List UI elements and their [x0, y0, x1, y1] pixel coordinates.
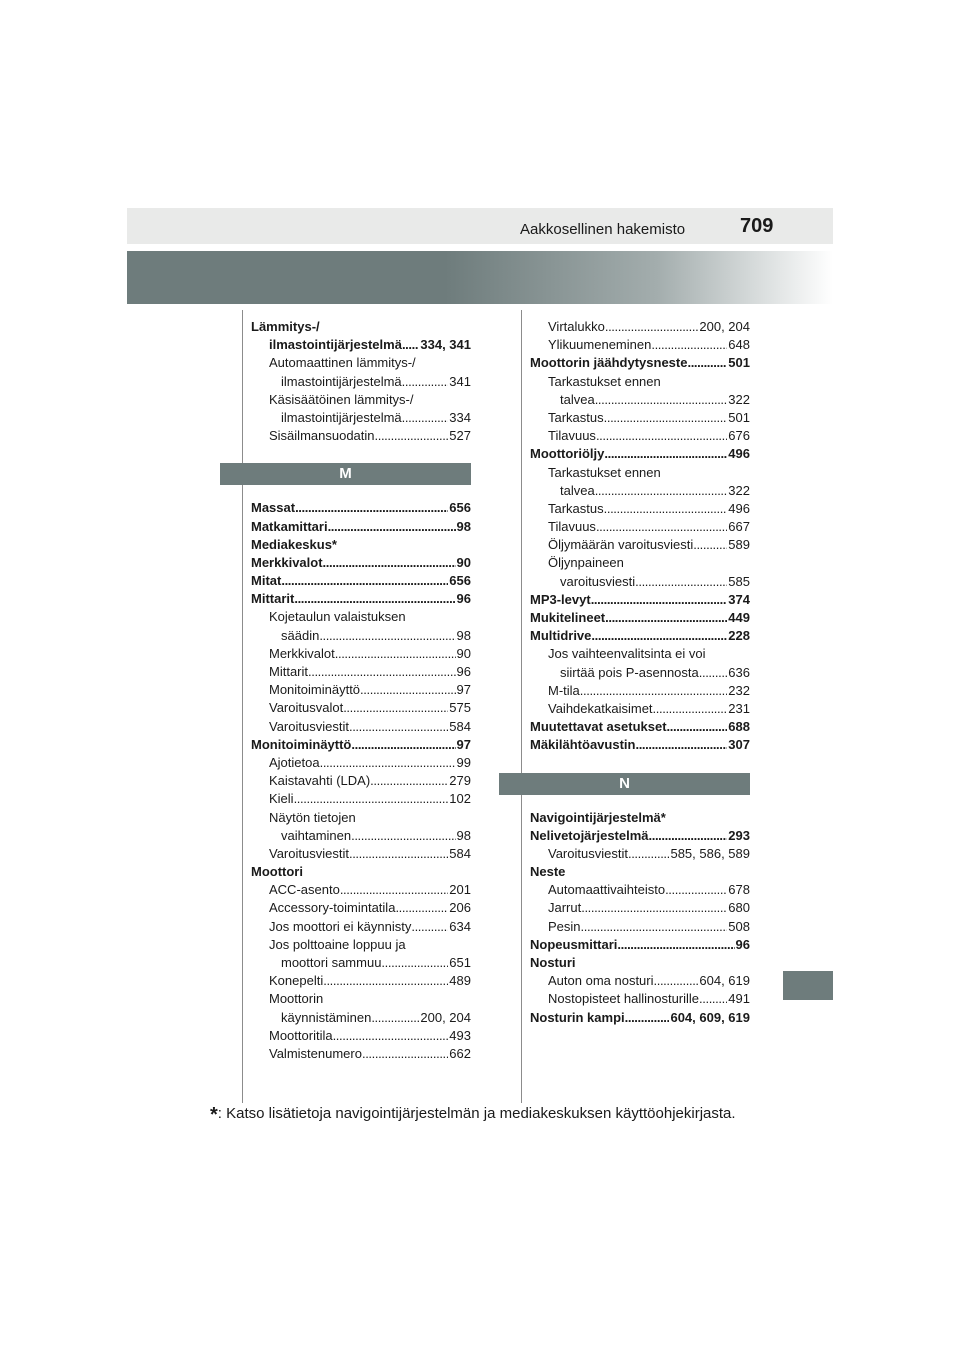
index-entry-page: 604, 609, 619: [670, 1009, 750, 1025]
index-entry-page: 667: [728, 519, 750, 535]
index-entry-page: 636: [728, 664, 750, 680]
index-entry: [530, 682, 750, 700]
index-entry: [530, 464, 750, 482]
leader-dots: [651, 336, 727, 354]
index-entry: [251, 754, 471, 772]
leader-dots: [402, 373, 449, 391]
index-entry: [251, 954, 471, 972]
footnote: [210, 1104, 736, 1127]
index-entry: [530, 627, 750, 645]
index-entry-page: 341: [449, 373, 471, 389]
index-entry-term: Monitoiminäyttö: [251, 736, 352, 752]
leader-dots: [699, 664, 728, 682]
index-entry: [251, 827, 471, 845]
index-entry: [251, 845, 471, 863]
index-entry: [251, 572, 471, 590]
leader-dots: [625, 1009, 670, 1027]
leader-dots: [360, 681, 455, 699]
leader-dots: [653, 700, 728, 718]
index-entry: [251, 681, 471, 699]
index-entry-page: 648: [728, 337, 750, 353]
footnote-marker: *: [210, 1104, 218, 1126]
index-entry: [251, 936, 471, 954]
index-entry-term: Accessory-toimintatila: [269, 900, 396, 916]
leader-dots: [381, 954, 448, 972]
index-entry: [530, 809, 750, 827]
leader-dots: [591, 627, 727, 645]
leader-dots: [281, 572, 448, 590]
index-entry: [251, 863, 471, 881]
index-entry-term: Sisäilmansuodatin: [269, 428, 375, 444]
index-entry: [530, 918, 750, 936]
index-entry-term: Jos vaihteenvalitsinta ei voi: [548, 646, 706, 662]
index-entry: [530, 1009, 750, 1027]
index-entry-page: 96: [735, 936, 750, 952]
index-entry-term: moottori sammuu: [281, 955, 382, 970]
leader-dots: [667, 718, 728, 736]
index-entry: [530, 972, 750, 990]
index-entry: [530, 318, 750, 336]
index-entry: [251, 627, 471, 645]
index-entry: [530, 700, 750, 718]
index-entry-page: 206: [449, 900, 471, 916]
index-entry-page: 508: [728, 918, 750, 934]
index-column-left: [251, 318, 471, 1063]
index-entry-page: 201: [449, 882, 471, 898]
leader-dots: [319, 627, 455, 645]
index-entry: [530, 500, 750, 518]
index-entry-term: käynnistäminen: [281, 1009, 372, 1025]
index-entry: [251, 881, 471, 899]
index-entry-term: Käsisäätöinen lämmitys-/: [269, 391, 414, 407]
column-rule-right: [521, 310, 522, 1103]
index-entry-term: Mittarit: [251, 591, 295, 607]
index-entry-page: 98: [456, 627, 471, 643]
index-entry: [251, 1045, 471, 1063]
leader-dots: [323, 554, 456, 572]
page-number: 709: [740, 215, 774, 237]
index-entry-page: 680: [728, 900, 750, 916]
index-entry-page: 575: [449, 700, 471, 716]
leader-dots: [699, 990, 727, 1008]
leader-dots: [687, 354, 727, 372]
index-entry-term: Vaihdekatkaisimet: [548, 700, 653, 716]
index-entry-term: Mediakeskus*: [251, 536, 337, 552]
index-entry: [530, 336, 750, 354]
index-entry-page: 200, 204: [420, 1009, 471, 1025]
index-entry-page: 585, 586, 589: [670, 845, 750, 861]
leader-dots: [340, 881, 448, 899]
leader-dots: [596, 427, 727, 445]
index-entry: [530, 899, 750, 917]
header-title: Aakkosellinen hakemisto: [520, 221, 686, 238]
index-entry-term: Ajotietoa: [269, 754, 320, 770]
leader-dots: [596, 518, 727, 536]
index-entry-term: M-tila: [548, 682, 580, 698]
index-entry-page: 334: [449, 409, 471, 425]
leader-dots: [635, 736, 727, 754]
index-entry-term: säädin: [281, 627, 320, 643]
leader-dots: [294, 590, 455, 608]
section-header-m: M: [220, 463, 471, 485]
index-entry: [251, 809, 471, 827]
index-entry-term: Konepelti: [269, 973, 324, 989]
leader-dots: [323, 972, 448, 990]
index-entry-page: 374: [728, 591, 750, 607]
leader-dots: [351, 736, 455, 754]
index-entry: [251, 718, 471, 736]
index-entry-page: 501: [728, 355, 750, 371]
leader-dots: [343, 699, 448, 717]
index-entry-term: Jos polttoaine loppuu ja: [269, 936, 406, 952]
leader-dots: [308, 663, 456, 681]
index-entry: [530, 445, 750, 463]
index-entry-term: Moottori: [251, 864, 303, 880]
index-entry-term: Nosturi: [530, 955, 576, 970]
leader-dots: [595, 391, 728, 409]
index-entry-term: Öljymäärän varoitusviesti: [548, 537, 694, 553]
index-entry-page: 97: [456, 682, 471, 698]
index-entry-page: 656: [449, 500, 471, 516]
index-entry: [251, 899, 471, 917]
index-entry: [530, 645, 750, 663]
leader-dots: [595, 482, 728, 500]
leader-dots: [654, 972, 699, 990]
index-entry-page: 98: [456, 518, 471, 534]
leader-dots: [320, 754, 456, 772]
leader-dots: [581, 899, 727, 917]
index-entry-term: Monitoiminäyttö: [269, 682, 361, 698]
index-entry: [251, 536, 471, 554]
index-entry-term: MP3-levyt: [530, 591, 591, 607]
index-entry: [251, 699, 471, 717]
leader-dots: [335, 645, 456, 663]
index-entry-page: 527: [449, 428, 471, 444]
index-entry: [530, 736, 750, 754]
chapter-thumb-tab: [783, 971, 833, 1000]
index-entry-term: Mittarit: [269, 664, 308, 679]
leader-dots: [402, 409, 449, 427]
index-entry: [251, 518, 471, 536]
index-entry-page: 656: [449, 573, 471, 589]
index-entry-term: ilmastointijärjestelmä: [281, 373, 402, 389]
index-entry-term: ACC-asento: [269, 882, 340, 898]
index-entry-term: Merkkivalot: [269, 645, 335, 661]
index-entry-page: 501: [728, 409, 750, 425]
index-entry-page: 662: [449, 1045, 471, 1061]
index-entry-term: Tilavuus: [548, 428, 596, 444]
index-entry-page: 584: [449, 718, 471, 734]
index-entry-term: Valmistenumero: [269, 1045, 362, 1061]
index-entry: [251, 318, 471, 336]
index-entry-page: 307: [728, 737, 750, 753]
index-entry-term: Kojetaulun valaistuksen: [269, 609, 406, 625]
index-entry-page: 228: [728, 628, 750, 644]
leader-dots: [333, 1027, 449, 1045]
index-entry-page: 496: [728, 500, 750, 516]
index-entry-term: Varoitusviestit: [269, 718, 349, 734]
leader-dots: [370, 772, 448, 790]
index-entry: [251, 990, 471, 1008]
index-entry: [251, 409, 471, 427]
index-entry: [530, 354, 750, 372]
index-column-right: [530, 318, 750, 1027]
index-entry-page: 279: [449, 773, 471, 789]
index-entry-page: 493: [449, 1027, 471, 1043]
index-entry: [251, 772, 471, 790]
index-entry-page: 634: [449, 918, 471, 934]
index-entry-term: vaihtaminen: [281, 827, 352, 843]
leader-dots: [371, 1009, 419, 1027]
leader-dots: [295, 499, 448, 517]
index-entry-term: Nosturin kampi: [530, 1009, 625, 1025]
index-entry-term: Nelivetojärjestelmä: [530, 827, 649, 843]
index-entry-term: talvea: [560, 482, 595, 498]
index-entry: [251, 499, 471, 517]
leader-dots: [362, 1045, 448, 1063]
index-entry-page: 99: [456, 754, 471, 770]
index-entry-term: Moottoriöljy: [530, 446, 605, 462]
index-entry-page: 90: [456, 554, 471, 570]
leader-dots: [411, 918, 448, 936]
leader-dots: [580, 682, 728, 700]
index-entry-page: 96: [456, 591, 471, 607]
leader-dots: [351, 827, 455, 845]
section-header-n: N: [499, 773, 750, 795]
leader-dots: [328, 518, 456, 536]
index-entry-term: Automaattinen lämmitys-/: [269, 355, 416, 371]
index-entry-term: Varoitusvalot: [269, 700, 344, 716]
index-entry-term: Automaattivaihteisto: [548, 882, 666, 898]
leader-dots: [635, 573, 727, 591]
index-entry-term: Nostopisteet hallinosturille: [548, 991, 700, 1007]
index-entry: [251, 590, 471, 608]
decorative-gradient-bar: [127, 251, 833, 304]
index-entry: [530, 827, 750, 845]
index-entry: [530, 573, 750, 591]
index-entry-term: Jarrut: [548, 900, 582, 916]
index-entry-term: Varoitusviestit: [269, 845, 349, 861]
index-entry-term: Virtalukko: [548, 319, 605, 334]
leader-dots: [604, 445, 727, 463]
index-entry-page: 231: [728, 700, 750, 716]
index-entry-term: Mitat: [251, 573, 282, 589]
index-entry: [530, 954, 750, 972]
index-entry-page: 496: [728, 446, 750, 462]
index-entry: [251, 336, 471, 354]
index-entry-page: 334, 341: [420, 337, 471, 353]
index-entry-term: varoitusviesti: [560, 573, 636, 589]
index-entry-page: 200, 204: [699, 319, 750, 334]
header-band: [127, 208, 833, 244]
index-entry-term: Ylikuumeneminen: [548, 337, 652, 353]
leader-dots: [605, 609, 727, 627]
index-entry-term: Nopeusmittari: [530, 936, 618, 952]
index-entry-page: 232: [728, 682, 750, 698]
index-entry-term: Tarkastus: [548, 500, 604, 516]
index-entry-term: Lämmitys-/: [251, 319, 320, 334]
index-entry-term: ilmastointijärjestelmä: [281, 409, 402, 425]
index-entry-term: Merkkivalot: [251, 554, 323, 570]
index-entry-page: 688: [728, 719, 750, 735]
index-entry-term: Mukitelineet: [530, 610, 606, 625]
index-entry-term: Mäkilähtöavustin: [530, 737, 636, 753]
index-entry-page: 489: [449, 973, 471, 989]
index-entry: [251, 373, 471, 391]
column-rule-left: [242, 310, 243, 1103]
index-entry-term: Moottoritila: [269, 1027, 333, 1043]
index-entry: [530, 518, 750, 536]
index-entry-term: siirtää pois P-asennosta: [560, 664, 699, 680]
leader-dots: [604, 409, 728, 427]
leader-dots: [581, 918, 728, 936]
index-entry: [530, 936, 750, 954]
leader-dots: [591, 591, 728, 609]
index-entry-term: Näytön tietojen: [269, 809, 356, 825]
index-entry: [530, 609, 750, 627]
index-entry-term: Kaistavahti (LDA): [269, 773, 371, 789]
index-entry-page: 651: [449, 955, 471, 970]
index-entry: [251, 790, 471, 808]
leader-dots: [628, 845, 670, 863]
index-entry-term: Tarkastukset ennen: [548, 464, 661, 480]
index-entry: [251, 1027, 471, 1045]
index-entry-page: 676: [728, 428, 750, 444]
index-entry-page: 293: [728, 827, 750, 843]
leader-dots: [617, 936, 734, 954]
index-entry-term: Navigointijärjestelmä*: [530, 809, 666, 825]
index-entry-term: Matkamittari: [251, 518, 328, 534]
leader-dots: [693, 536, 727, 554]
index-entry-page: 678: [728, 882, 750, 898]
index-entry-term: Jos moottori ei käynnisty: [269, 918, 412, 934]
index-entry-page: 102: [449, 791, 471, 807]
index-entry-page: 491: [728, 991, 750, 1007]
index-entry-term: Moottorin: [269, 991, 324, 1007]
index-entry-page: 449: [728, 610, 750, 625]
index-entry-term: Kieli: [269, 791, 294, 807]
index-entry-page: 90: [456, 645, 471, 661]
index-entry: [251, 918, 471, 936]
index-entry: [251, 427, 471, 445]
index-entry: [251, 736, 471, 754]
leader-dots: [649, 827, 728, 845]
index-entry: [251, 1009, 471, 1027]
index-entry-page: 322: [728, 482, 750, 498]
index-entry: [530, 373, 750, 391]
leader-dots: [294, 790, 449, 808]
leader-dots: [375, 427, 449, 445]
index-entry-page: 97: [456, 736, 471, 752]
index-entry: [251, 645, 471, 663]
index-entry: [530, 664, 750, 682]
index-entry-page: 589: [728, 537, 750, 553]
leader-dots: [402, 336, 419, 354]
index-entry-term: Tarkastukset ennen: [548, 373, 661, 389]
index-entry: [530, 554, 750, 572]
index-entry: [530, 718, 750, 736]
footnote-text: : Katso lisätietoja navigointijärjestelmän ja mediakeskuksen käyttöohjekirjasta.: [217, 1105, 736, 1122]
index-entry-page: 604, 619: [699, 973, 750, 989]
leader-dots: [605, 318, 699, 336]
index-entry: [251, 663, 471, 681]
index-entry: [251, 354, 471, 372]
index-entry: [530, 591, 750, 609]
index-entry: [251, 972, 471, 990]
index-entry: [530, 536, 750, 554]
index-entry-term: Neste: [530, 864, 566, 880]
index-entry: [530, 482, 750, 500]
index-entry-term: ilmastointijärjestelmä: [269, 337, 402, 353]
index-entry-page: 98: [456, 827, 471, 843]
index-entry: [530, 863, 750, 881]
index-entry-term: Tarkastus: [548, 409, 604, 425]
index-entry: [530, 990, 750, 1008]
index-entry-term: Pesin: [548, 918, 581, 934]
index-entry-page: 96: [456, 664, 471, 679]
index-entry-term: Muutettavat asetukset: [530, 719, 667, 735]
index-entry: [530, 427, 750, 445]
index-entry-term: Massat: [251, 500, 296, 516]
index-entry: [530, 881, 750, 899]
index-entry: [530, 409, 750, 427]
leader-dots: [395, 899, 448, 917]
index-entry-page: 322: [728, 391, 750, 407]
index-entry-page: 585: [728, 573, 750, 589]
index-entry-term: Auton oma nosturi: [548, 973, 654, 989]
index-entry: [530, 845, 750, 863]
index-entry-term: Moottorin jäähdytysneste: [530, 355, 688, 371]
index-entry: [251, 608, 471, 626]
index-entry-term: Tilavuus: [548, 519, 596, 535]
leader-dots: [604, 500, 728, 518]
index-entry-term: Multidrive: [530, 628, 592, 644]
index-entry-term: Öljynpaineen: [548, 555, 624, 571]
leader-dots: [349, 718, 448, 736]
index-entry-term: Varoitusviestit: [548, 845, 628, 861]
index-entry-term: talvea: [560, 391, 595, 407]
index-entry-page: 584: [449, 845, 471, 861]
leader-dots: [665, 881, 727, 899]
leader-dots: [349, 845, 448, 863]
index-entry: [251, 554, 471, 572]
index-entry: [530, 391, 750, 409]
index-entry: [251, 391, 471, 409]
